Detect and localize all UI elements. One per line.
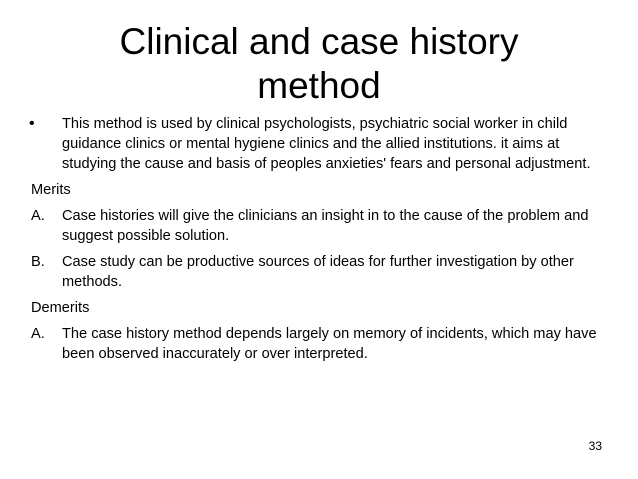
bullet-marker: • [29,115,35,132]
slide-body [31,114,611,370]
slide-title [0,20,638,108]
merit-item-a [31,206,611,246]
page-number: 33 [588,439,602,453]
merit-item-b-text: Case study can be productive sources of ideas for further investigation by other methods. [62,254,574,290]
merit-item-a-text: Case histories will give the clinicians an insight in to the cause of the problem and suggest possible solution. [62,208,589,244]
demerit-item-a-marker: A. [31,326,45,342]
merit-item-b [31,252,611,292]
slide-title-line-1: Clinical and case history [119,21,519,62]
merit-item-a-marker: A. [31,208,45,224]
merit-item-b-marker: B. [31,254,45,270]
slide-title-line-2: method [257,65,381,106]
demerits-heading: Demerits [31,300,90,316]
demerit-item-a-text: The case history method depends largely on memory of incidents, which may have been observed inaccurately or over interpreted. [62,326,597,362]
merits-heading: Merits [31,182,71,198]
intro-bullet [31,114,611,174]
intro-bullet-text: This method is used by clinical psychologists, psychiatric social worker in child guidance clinics or mental hygiene clinics and the allied institutions. it aims at studying the cause and basis of peoples anxieties' fears and personal adjustment. [62,116,591,172]
demerit-item-a [31,324,611,364]
